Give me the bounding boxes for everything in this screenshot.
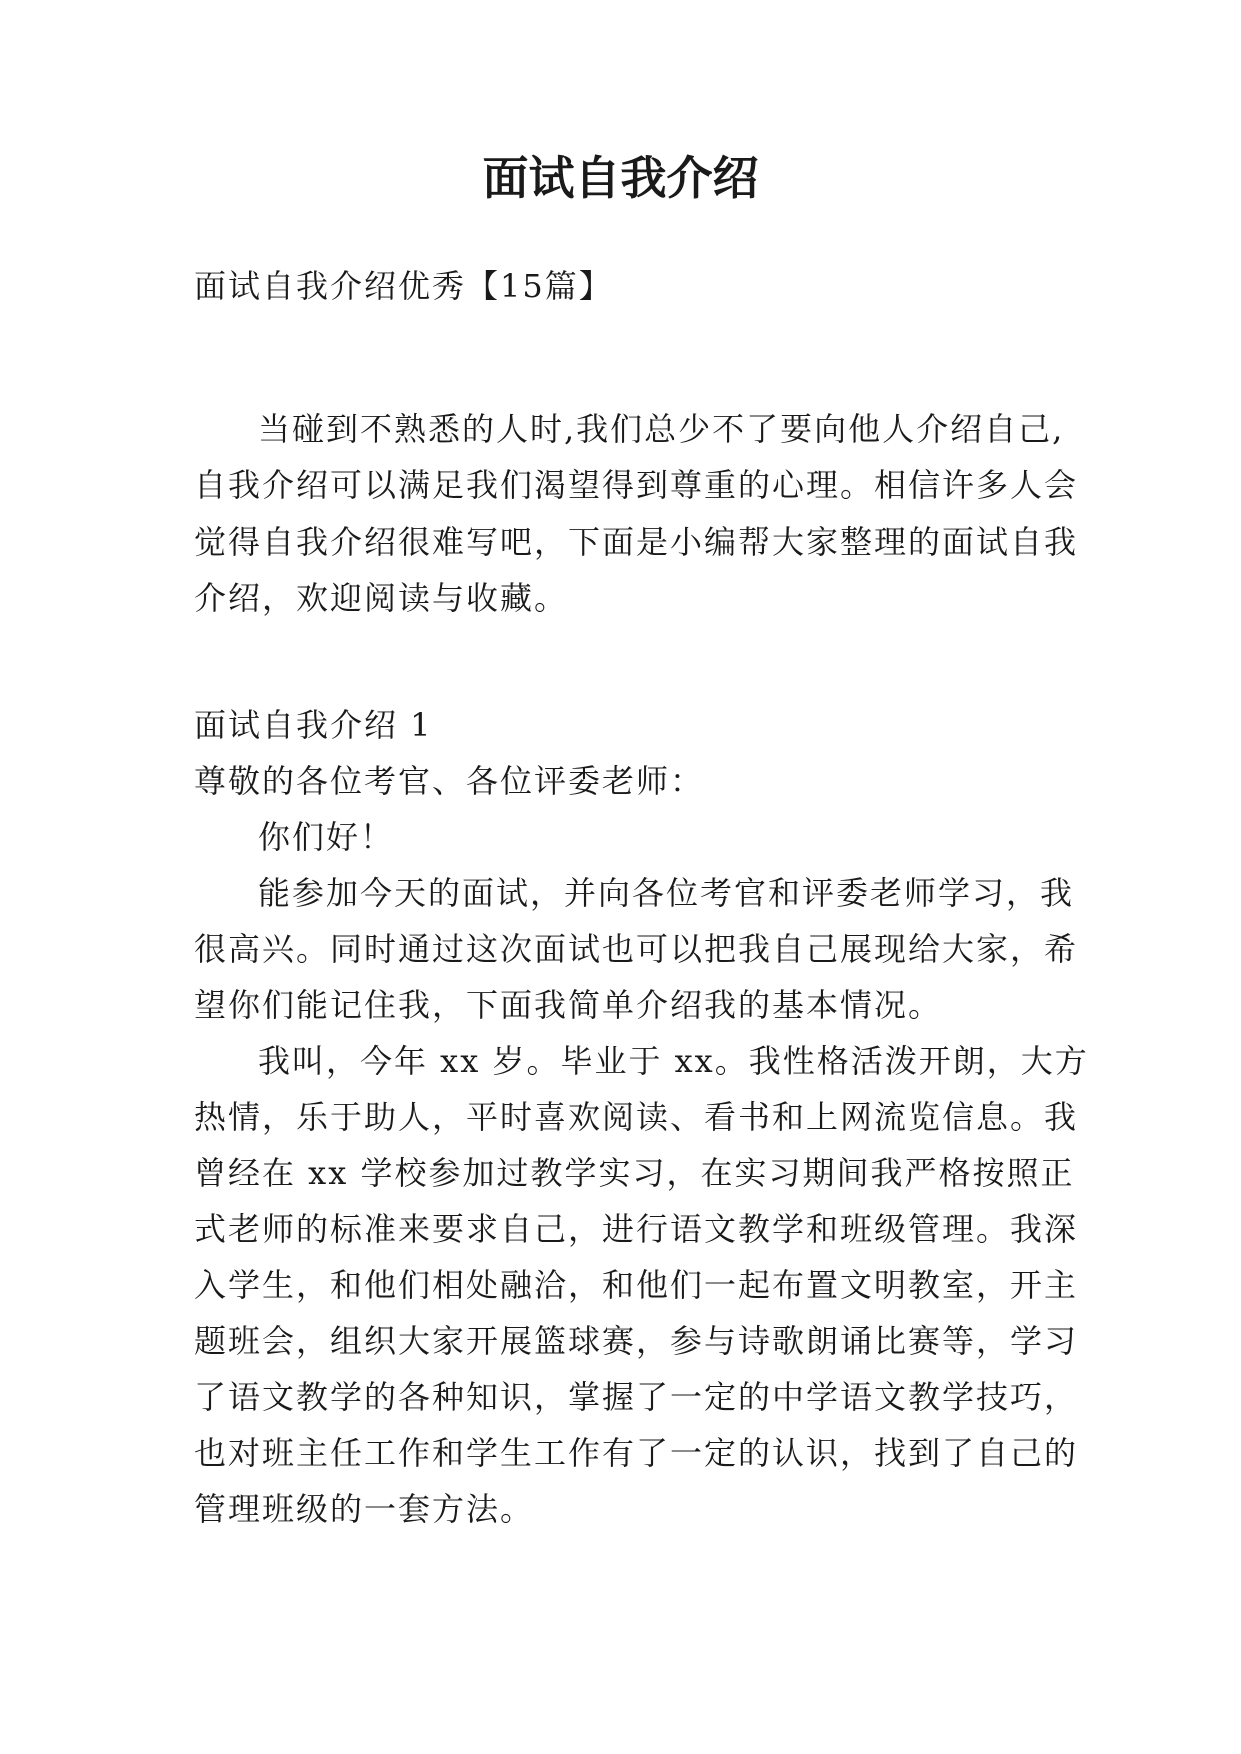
paragraph-line: 当碰到不熟悉的人时,我们总少不了要向他人介绍自己,: [258, 410, 1065, 448]
document-subtitle: 面试自我介绍优秀【15篇】: [194, 267, 613, 305]
paragraph-line: 能参加今天的面试，并向各位考官和评委老师学习，我: [258, 874, 1075, 912]
document-title: 面试自我介绍: [482, 151, 759, 205]
paragraph-line: 入学生，和他们相处融洽，和他们一起布置文明教室，开主: [194, 1266, 1079, 1304]
paragraph-line: 很高兴。同时通过这次面试也可以把我自己展现给大家，希: [194, 930, 1079, 968]
paragraph-line: 也对班主任工作和学生工作有了一定的认识，找到了自己的: [194, 1434, 1079, 1472]
salutation: 尊敬的各位考官、各位评委老师：: [194, 762, 705, 800]
paragraph-line: 介绍，欢迎阅读与收藏。: [194, 579, 569, 617]
paragraph-line: 式老师的标准来要求自己，进行语文教学和班级管理。我深: [194, 1210, 1079, 1248]
paragraph-line: 觉得自我介绍很难写吧，下面是小编帮大家整理的面试自我: [194, 523, 1079, 561]
paragraph-line: 了语文教学的各种知识，掌握了一定的中学语文教学技巧，: [194, 1378, 1079, 1416]
section-heading: 面试自我介绍 1: [194, 706, 433, 744]
greeting: 你们好！: [258, 818, 395, 856]
paragraph-line: 我叫，今年 xx 岁。毕业于 xx。我性格活泼开朗，大方: [258, 1042, 1089, 1080]
paragraph-line: 自我介绍可以满足我们渴望得到尊重的心理。相信许多人会: [194, 466, 1079, 504]
paragraph-line: 望你们能记住我，下面我简单介绍我的基本情况。: [194, 986, 943, 1024]
paragraph-line: 管理班级的一套方法。: [194, 1490, 535, 1528]
paragraph-line: 题班会，组织大家开展篮球赛，参与诗歌朗诵比赛等，学习: [194, 1322, 1079, 1360]
paragraph-line: 曾经在 xx 学校参加过教学实习，在实习期间我严格按照正: [194, 1154, 1075, 1192]
paragraph-line: 热情，乐于助人，平时喜欢阅读、看书和上网流览信息。我: [194, 1098, 1079, 1136]
